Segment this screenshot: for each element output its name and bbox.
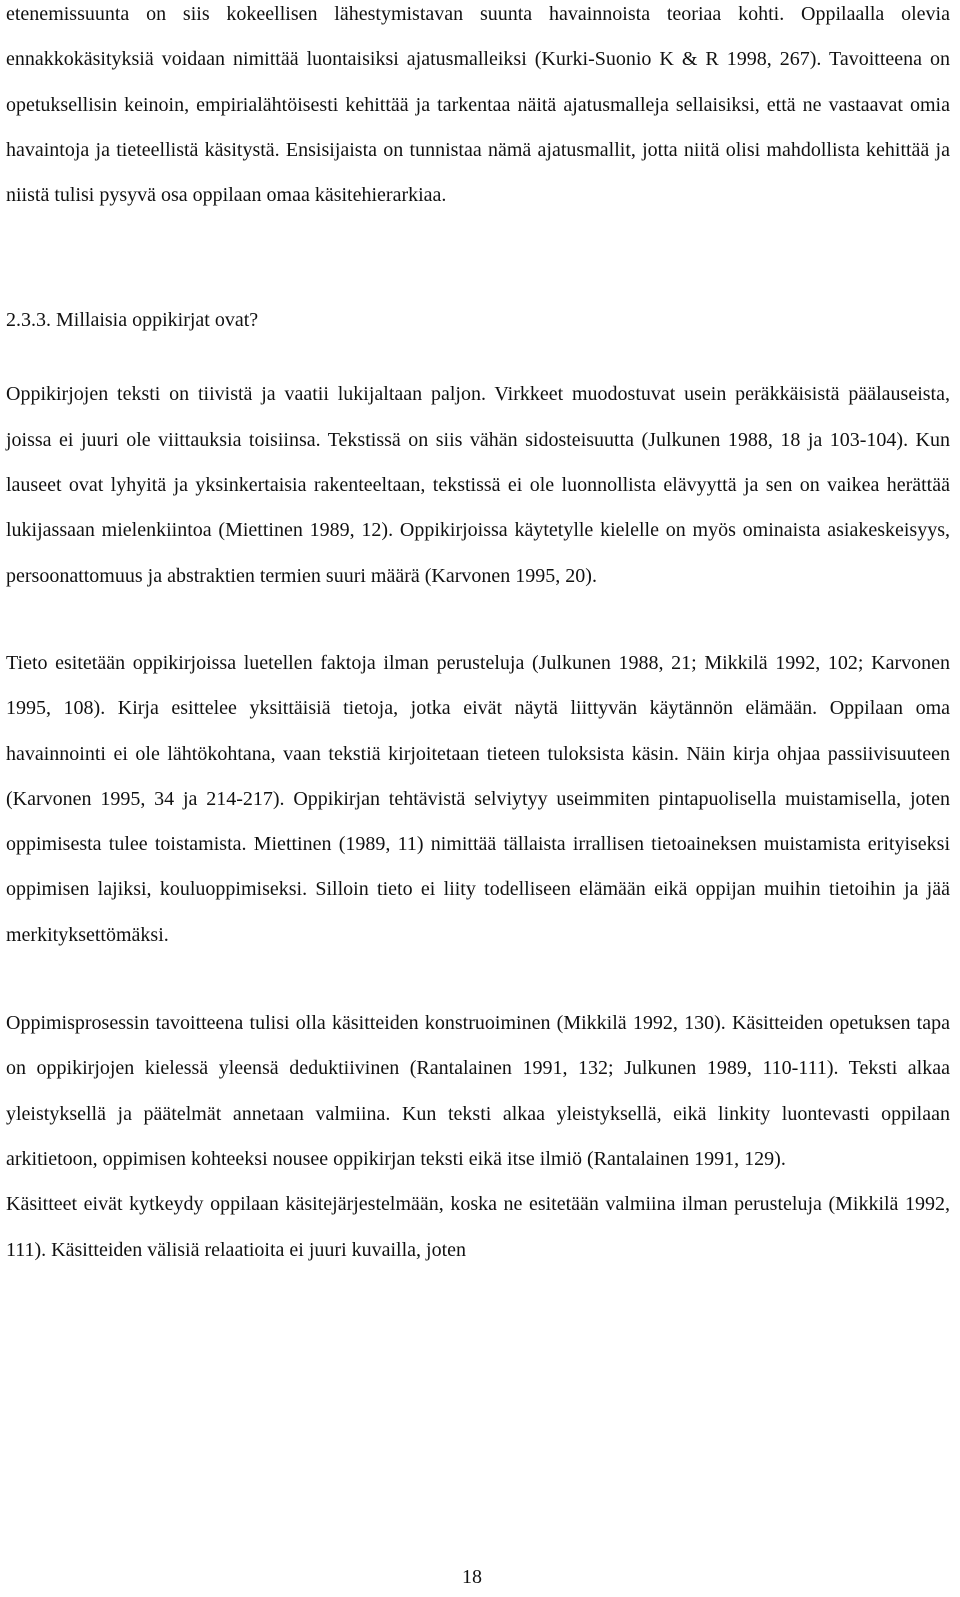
paragraph-kasitteet: Käsitteet eivät kytkeydy oppilaan käsitejärjestelmään, koska ne esitetään valmiina ilman perusteluja (Mikkilä 1992, 111). Käsitteiden välisiä relaatioita ei juuri kuvailla, joten — [6, 1193, 950, 1261]
paragraph-tieto-esitetaan: Tieto esitetään oppikirjoissa luetellen faktoja ilman perusteluja (Julkunen 1988, 21; Mikkilä 1992, 102; Karvonen 1995, 108). Kirja esittelee yksittäisiä tietoja, jotka eivät näytä liittyvän käytännön elämään. Oppilaan oma havainnointi ei ole lähtökohtana, vaan tekstiä kirjoitetaan tieteen tuloksista käsin. Näin kirja ohjaa passiivisuuteen (Karvonen 1995, 34 ja 214-217). Oppikirjan tehtävistä selviytyy useimmiten pintapuolisella muistamisella, joten oppimisesta tulee toistamista. Miettinen (1989, 11) nimittää tällaista irrallisen tietoaineksen muistamista erityiseksi oppimisen lajiksi, kouluoppimiseksi. Silloin tieto ei liity todelliseen elämään eikä oppijan muihin tietoihin ja jää merkityksettömäksi. — [6, 651, 950, 946]
paragraph-oppikirjojen-teksti: Oppikirjojen teksti on tiivistä ja vaatii lukijaltaan paljon. Virkkeet muodostuvat usein peräkkäisistä päälauseista, joissa ei juuri ole viittauksia toisiinsa. Tekstissä on siis vähän sidosteisuutta (Julkunen 1988, 18 ja 103-104). Kun lauseet ovat lyhyitä ja yksinkertaisia rakenteeltaan, tekstissä ei ole luonnollista elävyyttä ja sen on vaikea herättää lukijassaan mielenkiintoa (Miettinen 1989, 12). Oppikirjoissa käytetylle kielelle on myös ominaista asiakeskeisyys, persoonattomuus ja abstraktien termien suuri määrä (Karvonen 1995, 20). — [6, 383, 950, 587]
page-content — [6, 0, 950, 1273]
section-heading: 2.3.3. Millaisia oppikirjat ovat? — [6, 309, 259, 332]
page-number: 18 — [462, 1566, 482, 1588]
paragraph-oppimisprosessi: Oppimisprosessin tavoitteena tulisi olla käsitteiden konstruoiminen (Mikkilä 1992, 130). Käsitteiden opetuksen tapa on oppikirjojen kielessä yleensä deduktiivinen (Rantalainen 1991, 132; Julkunen 1989, 110-111). Teksti alkaa yleistyksellä ja päätelmät annetaan valmiina. Kun teksti alkaa yleistyksellä, eikä linkity luontevasti oppilaan arkitietoon, oppimisen kohteeksi nousee oppikirjan teksti eikä itse ilmiö (Rantalainen 1991, 129). — [6, 1012, 950, 1170]
paragraph-ajatusmallit: etenemissuunta on siis kokeellisen lähestymistavan suunta havainnoista teoriaa kohti. Oppilaalla olevia ennakkokäsityksiä voidaan nimittää luontaisiksi ajatusmalleiksi (Kurki-Suonio K & R 1998, 267). Tavoitteena on opetuksellisin keinoin, empirialähtöisesti kehittää ja tarkentaa näitä ajatusmalleja sellaisiksi, että ne vastaavat omia havaintoja ja tieteellistä käsitystä. Ensisijaista on tunnistaa nämä ajatusmallit, jotta niitä olisi mahdollista kehittää ja niistä tulisi pysyvä osa oppilaan omaa käsitehierarkiaa. — [6, 3, 950, 207]
